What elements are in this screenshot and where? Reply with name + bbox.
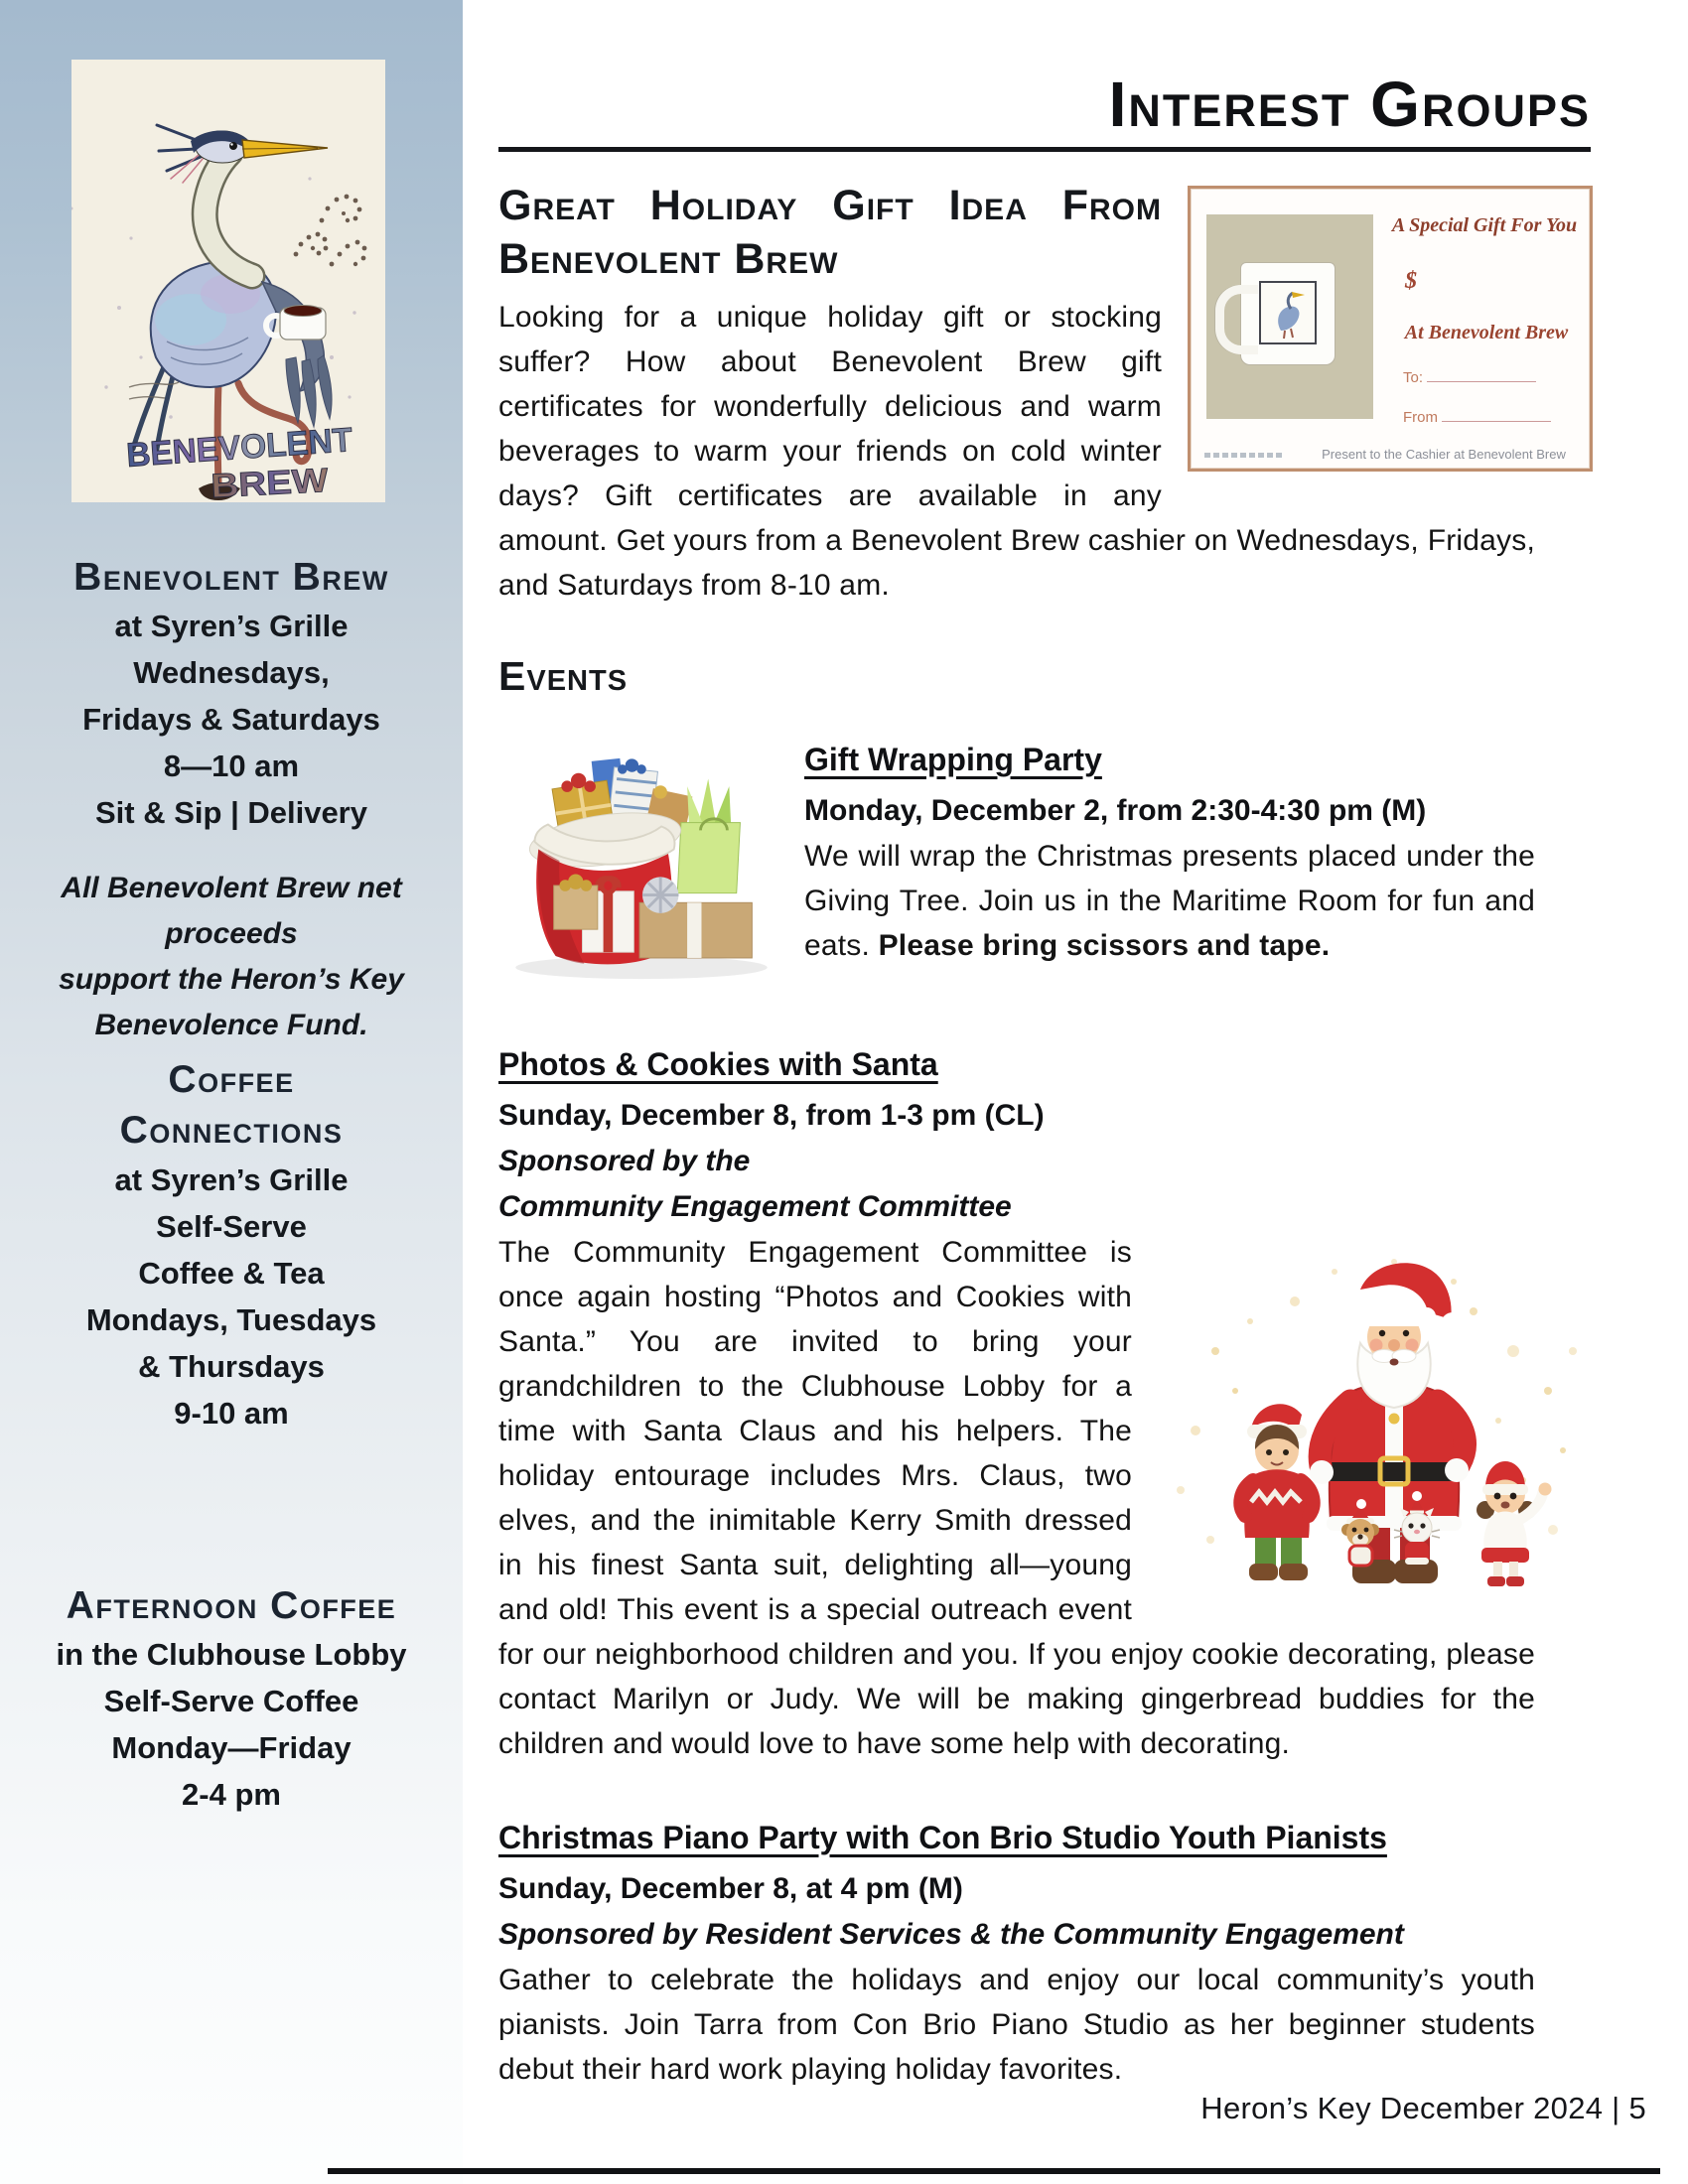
piano-event-date: Sunday, December 8, at 4 pm (M) xyxy=(498,1871,963,1905)
benevolent-brew-logo-image xyxy=(71,60,385,502)
benevolent-brew-line: Wednesdays, xyxy=(133,655,330,691)
benevolent-brew-line: at Syren’s Grille xyxy=(114,609,349,644)
certificate-present-line: Present to the Cashier at Benevolent Brew xyxy=(1322,447,1566,463)
santa-event-date: Sunday, December 8, from 1-3 pm (CL) xyxy=(498,1098,1045,1132)
benevolence-fund-note xyxy=(0,866,463,1048)
afternoon-coffee-line: in the Clubhouse Lobby xyxy=(56,1637,407,1673)
note-line: All Benevolent Brew net proceeds xyxy=(61,872,402,951)
main-column xyxy=(498,0,1591,2092)
gift-wrapping-body-text: We will wrap the Christmas presents placed under the Giving Tree. Join us in the Maritime Room for fun and eats. xyxy=(804,839,1535,962)
gift-wrapping-date: Monday, December 2, from 2:30-4:30 pm (M) xyxy=(804,793,1427,827)
santa-event-title: Photos & Cookies with Santa xyxy=(498,1045,938,1082)
coffee-connections-line: Coffee & Tea xyxy=(138,1255,325,1291)
santa-event-body-wrap xyxy=(498,1230,1535,1766)
piano-event xyxy=(498,1820,1535,2092)
santa-bag-gifts-image xyxy=(498,708,784,991)
from-blank-line xyxy=(1442,421,1551,422)
afternoon-coffee-line: Self-Serve Coffee xyxy=(103,1684,359,1719)
gift-certificate-image xyxy=(1188,186,1593,472)
coffee-connections-line: 9-10 am xyxy=(174,1395,289,1431)
gift-idea-body: Looking for a unique holiday gift or stocking suffer? How about Benevolent Brew gift certificates for wonderfully delicious and warm beverages to warm your friends on cold winter days? Gift certificates are available in any amount. Get yours from a Benevolent Brew cashier on Wednesdays, Fridays, and Saturdays from 8-10 am. xyxy=(498,300,1535,602)
gift-wrapping-body xyxy=(804,834,1535,968)
afternoon-coffee-line: Monday—Friday xyxy=(111,1730,352,1766)
events-heading: Events xyxy=(498,652,629,699)
benevolent-brew-line: Fridays & Saturdays xyxy=(82,702,380,738)
santa-event xyxy=(498,1046,1535,1766)
bottom-rule xyxy=(328,2168,1660,2174)
certificate-dollar-sign: $ xyxy=(1405,268,1417,295)
logo-word-brew: BREW xyxy=(210,462,316,502)
sidebar-coffee-connections-section xyxy=(0,1054,463,1436)
gift-wrapping-event xyxy=(498,708,1535,991)
gift-idea-article xyxy=(498,180,1578,608)
from-label: From xyxy=(1403,409,1438,427)
gift-wrapping-title: Gift Wrapping Party xyxy=(804,741,1102,777)
coffee-connections-line: Self-Serve xyxy=(156,1208,307,1244)
heron-logo-illustration xyxy=(71,60,385,502)
coffee-connections-line: & Thursdays xyxy=(138,1348,325,1384)
certificate-to-field xyxy=(1403,369,1536,386)
sidebar-afternoon-coffee-section xyxy=(0,1580,463,1818)
note-line: support the Heron’s Key xyxy=(59,963,404,997)
benevolent-brew-heading: Benevolent Brew xyxy=(73,556,389,599)
certificate-small-print xyxy=(1204,453,1284,458)
page-title: Interest Groups xyxy=(1108,68,1591,140)
page-footer: Heron’s Key December 2024 | 5 xyxy=(1200,2091,1646,2125)
santa-group-image xyxy=(1156,1232,1593,1591)
piano-event-body: Gather to celebrate the holidays and enjoy our local community’s youth pianists. Join Tarra from Con Brio Piano Studio as her beginner students debut their hard work playing holiday favorites. xyxy=(498,1963,1535,2086)
benevolent-brew-line: 8—10 am xyxy=(163,749,300,784)
coffee-connections-heading: Coffee Connections xyxy=(119,1058,344,1153)
santa-sponsored-line1: Sponsored by the xyxy=(498,1144,751,1177)
note-line: Benevolence Fund. xyxy=(94,1009,368,1042)
piano-sponsored-line: Sponsored by Resident Services & the Community Engagement xyxy=(498,1917,1404,1951)
mug-heron-art xyxy=(1259,281,1317,344)
coffee-connections-line: at Syren’s Grille xyxy=(114,1161,349,1197)
to-blank-line xyxy=(1427,381,1536,382)
santa-event-body: The Community Engagement Committee is once again hosting “Photos and Cookies with Santa.” You are invited to bring your grandchildren to the Clubhouse Lobby for a time with Santa Claus and his helpers. The holiday entourage includes Mrs. Claus, two elves, and the inimitable Kerry Smith dressed in his finest Santa suit, delighting all—young and old! This event is a special outreach event for our neighborhood children and you. If you enjoy cookie decorating, please contact Marilyn or Judy. We will be making gingerbread buddies for the children and would love to have some help with decorating. xyxy=(498,1235,1535,1760)
afternoon-coffee-heading: Afternoon Coffee xyxy=(66,1584,397,1627)
afternoon-coffee-line: 2-4 pm xyxy=(182,1777,281,1813)
certificate-from-field xyxy=(1403,409,1551,426)
benevolent-brew-mug xyxy=(1240,262,1336,365)
benevolent-brew-line: Sit & Sip | Delivery xyxy=(95,795,367,831)
piano-event-title: Christmas Piano Party with Con Brio Studio Youth Pianists xyxy=(498,1819,1387,1855)
sidebar-benevolent-brew-section xyxy=(0,552,463,1048)
sidebar xyxy=(0,0,463,2184)
gift-wrapping-content xyxy=(784,708,1535,991)
to-label: To: xyxy=(1403,369,1424,387)
gift-wrapping-body-bold: Please bring scissors and tape. xyxy=(878,928,1331,962)
mug-photo xyxy=(1206,214,1373,419)
logo-word-benevolent: BENEVOLENT xyxy=(125,420,358,475)
gift-idea-heading: Great Holiday Gift Idea From Benevolent Brew xyxy=(498,182,1162,284)
certificate-at-line: At Benevolent Brew xyxy=(1404,322,1569,344)
santa-sponsored-line2: Community Engagement Committee xyxy=(498,1189,1012,1223)
coffee-connections-line: Mondays, Tuesdays xyxy=(85,1301,377,1337)
title-rule xyxy=(498,147,1591,152)
gift-certificate-card xyxy=(1188,186,1593,472)
certificate-title: A Special Gift For You xyxy=(1391,214,1578,237)
